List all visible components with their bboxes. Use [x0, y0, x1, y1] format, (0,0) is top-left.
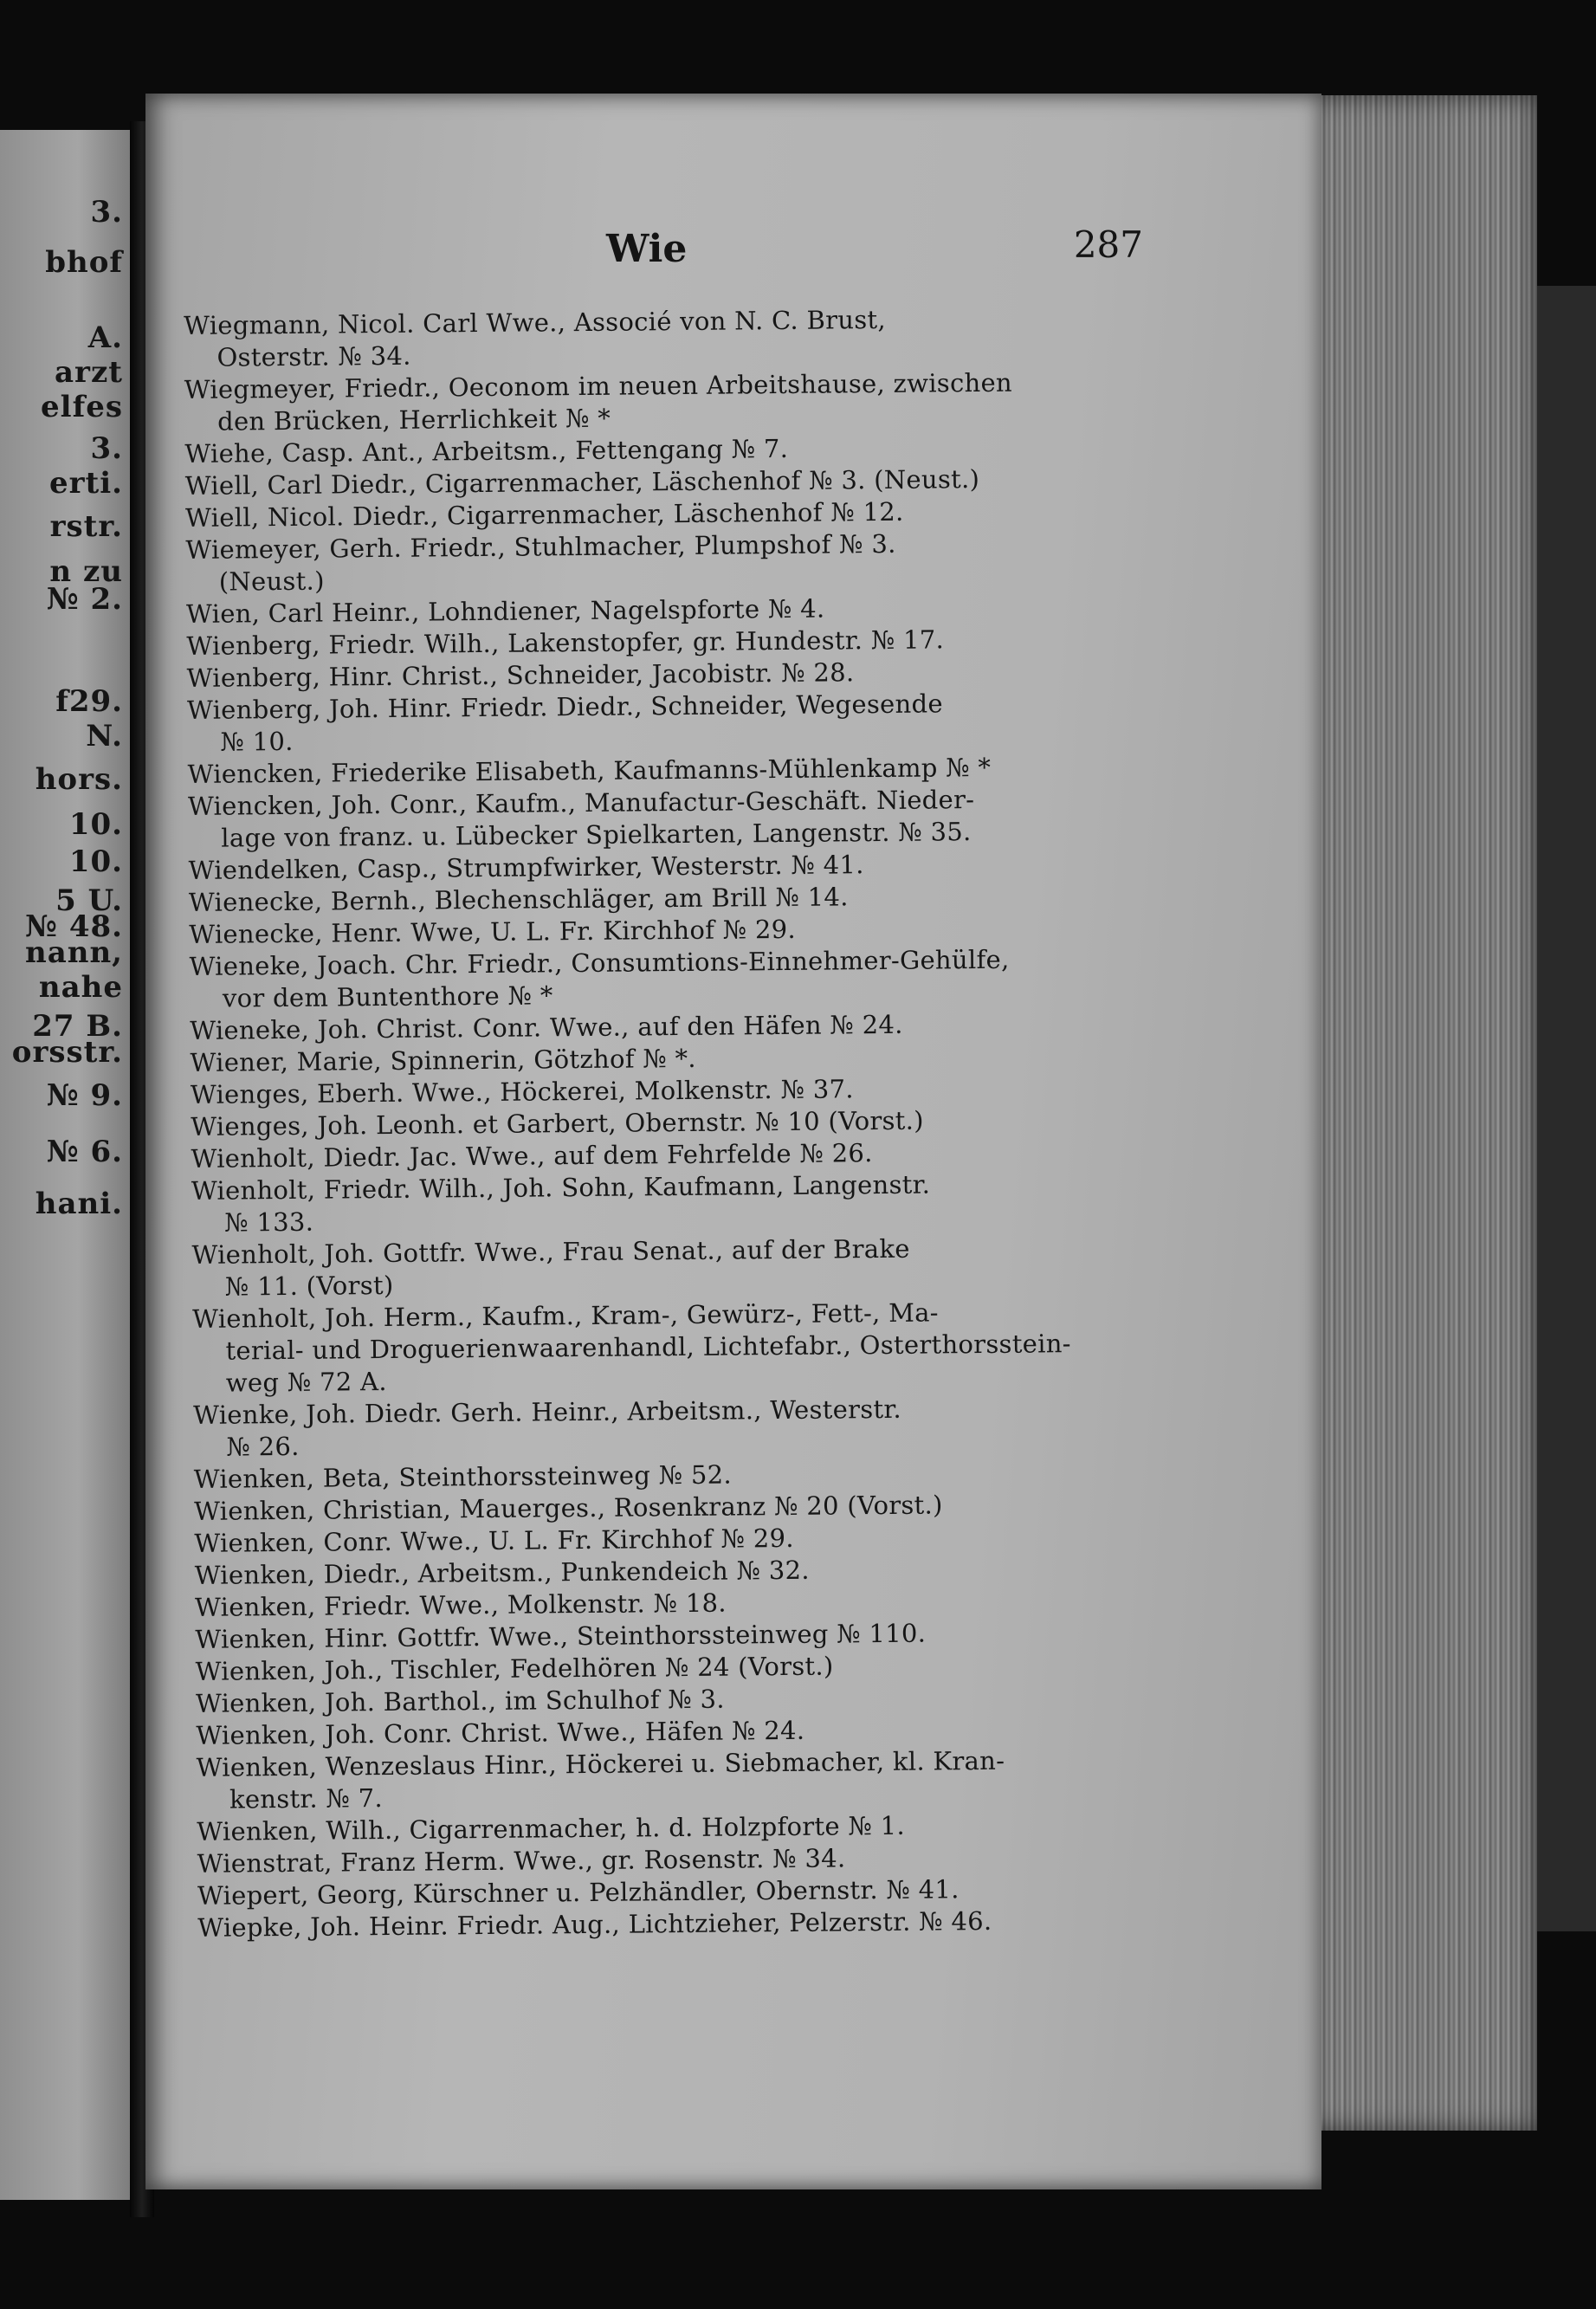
previous-page-fragment: № 9. — [46, 1078, 123, 1113]
directory-entry-continuation: lage von franz. u. Lübecker Spielkarten, Langenstr. № 35. — [221, 817, 972, 853]
previous-page-fragment: 3. — [90, 195, 123, 230]
directory-entry-continuation: № 26. — [226, 1431, 300, 1462]
previous-page-fragment: hors. — [35, 762, 123, 797]
directory-entry: Wienges, Joh. Leonh. et Garbert, Obernstr. № 10 (Vorst.) — [191, 1105, 924, 1142]
directory-entry: Wienken, Wilh., Cigarrenmacher, h. d. Holzpforte № 1. — [197, 1810, 906, 1847]
directory-entry: Wienken, Beta, Steinthorssteinweg № 52. — [193, 1459, 733, 1494]
directory-entry: Wiehe, Casp. Ant., Arbeitsm., Fettengang № 7. — [184, 433, 789, 469]
directory-entry: Wiell, Nicol. Diedr., Cigarrenmacher, Läschenhof № 12. — [184, 496, 904, 533]
directory-entry-continuation: № 11. (Vorst) — [224, 1270, 394, 1302]
directory-entry-continuation: terial- und Droguerienwaarenhandl, Lichtefabr., Osterthorsstein- — [225, 1329, 1071, 1366]
directory-entry: Wien, Carl Heinr., Lohndiener, Nagelspforte № 4. — [185, 593, 825, 629]
directory-entry-continuation: № 133. — [224, 1206, 314, 1238]
previous-page-fragment: 5 U. — [55, 883, 123, 918]
previous-page-fragment: erti. — [48, 466, 123, 501]
previous-page-fragment: nahe — [38, 970, 123, 1005]
directory-entry: Wienholt, Friedr. Wilh., Joh. Sohn, Kaufmann, Langenstr. — [191, 1169, 931, 1206]
directory-entry: Wienholt, Joh. Gottfr. Wwe., Frau Senat., auf der Brake — [191, 1233, 910, 1270]
previous-page-fragment: 10. — [68, 807, 123, 842]
directory-entry: Wienholt, Joh. Herm., Kaufm., Kram-, Gewürz-, Fett-, Ma- — [192, 1297, 939, 1334]
directory-entry: Wiell, Carl Diedr., Cigarrenmacher, Läschenhof № 3. (Neust.) — [184, 463, 980, 501]
page-edges — [1303, 95, 1537, 2131]
previous-page-fragment: arzt — [55, 355, 123, 390]
directory-entry: Wienken, Conr. Wwe., U. L. Fr. Kirchhof № 29. — [194, 1523, 794, 1558]
directory-entry: Wiendelken, Casp., Strumpfwirker, Westerstr. № 41. — [188, 850, 864, 885]
directory-entry-continuation: vor dem Buntenthore № * — [222, 980, 553, 1013]
book-cover-edge — [1537, 286, 1596, 1931]
page-header — [598, 223, 1152, 279]
previous-page-fragment: 3. — [90, 431, 123, 466]
previous-page-fragment: nann, — [24, 935, 123, 970]
directory-entry: Wienberg, Joh. Hinr. Friedr. Diedr., Schneider, Wegesende — [186, 689, 944, 725]
directory-entry-continuation: № 10. — [220, 726, 294, 757]
directory-entry: Wienken, Joh. Barthol., im Schulhof № 3. — [195, 1684, 725, 1718]
directory-entry: Wienken, Diedr., Arbeitsm., Punkendeich № 32. — [194, 1555, 810, 1590]
previous-page-fragment: 10. — [68, 844, 123, 879]
directory-entry: Wiepert, Georg, Kürschner u. Pelzhändler, Obernstr. № 41. — [197, 1874, 960, 1911]
directory-entry: Wienholt, Diedr. Jac. Wwe., auf dem Fehrfelde № 26. — [191, 1138, 873, 1174]
directory-entry: Wienken, Christian, Mauerges., Rosenkranz № 20 (Vorst.) — [193, 1490, 943, 1526]
directory-entry: Wienken, Hinr. Gottfr. Wwe., Steinthorssteinweg № 110. — [195, 1618, 927, 1654]
page-number: 287 — [1073, 223, 1143, 266]
directory-entry: Wiencken, Friederike Elisabeth, Kaufmanns-Mühlenkamp № * — [187, 752, 992, 789]
directory-entry: Wiemeyer, Gerh. Friedr., Stuhlmacher, Plumpshof № 3. — [185, 528, 896, 565]
directory-entry: Wienecke, Henr. Wwe, U. L. Fr. Kirchhof № 29. — [189, 914, 797, 949]
previous-page-fragment: № 6. — [46, 1135, 123, 1169]
previous-page-fragment: A. — [87, 320, 123, 355]
directory-entry-continuation: weg № 72 A. — [225, 1366, 387, 1398]
directory-entry: Wienberg, Friedr. Wilh., Lakenstopfer, gr. Hundestr. № 17. — [186, 624, 945, 661]
previous-page-fragment: f29. — [55, 684, 123, 719]
directory-entry: Wienken, Joh. Conr. Christ. Wwe., Häfen № 24. — [196, 1715, 805, 1750]
directory-entry: Wiencken, Joh. Conr., Kaufm., Manufactur-Geschäft. Nieder- — [187, 785, 975, 821]
previous-page-fragment: n zu — [49, 554, 123, 589]
previous-page-fragment: № 48. — [25, 909, 123, 944]
directory-entry-continuation: den Brücken, Herrlichkeit № * — [216, 403, 611, 437]
previous-page-fragment: N. — [86, 719, 123, 753]
directory-entry: Wiegmann, Nicol. Carl Wwe., Associé von N. C. Brust, — [184, 304, 887, 340]
directory-entry-continuation: kenstr. № 7. — [229, 1783, 384, 1814]
directory-entry: Wienstrat, Franz Herm. Wwe., gr. Rosenstr. № 34. — [197, 1843, 846, 1879]
previous-page-fragment: hani. — [35, 1187, 123, 1221]
directory-entry: Wieneke, Joh. Christ. Conr. Wwe., auf den Häfen № 24. — [190, 1009, 903, 1045]
previous-page-fragment: № 2. — [46, 582, 123, 617]
directory-entry: Wienke, Joh. Diedr. Gerh. Heinr., Arbeitsm., Westerstr. — [192, 1394, 902, 1430]
directory-entry: Wienken, Wenzeslaus Hinr., Höckerei u. Siebmacher, kl. Kran- — [196, 1745, 1005, 1782]
previous-page-fragment: bhof — [45, 245, 123, 280]
directory-entry: Wiener, Marie, Spinnerin, Götzhof № *. — [190, 1043, 697, 1077]
directory-entry: Wienken, Friedr. Wwe., Molkenstr. № 18. — [194, 1588, 727, 1622]
directory-entry: Wienken, Joh., Tischler, Fedelhören № 24 (Vorst.) — [195, 1651, 834, 1686]
directory-entry: Wiepke, Joh. Heinr. Friedr. Aug., Lichtzieher, Pelzerstr. № 46. — [197, 1905, 992, 1943]
previous-page-fragment: elfes — [41, 390, 123, 424]
directory-entry: Wienecke, Bernh., Blechenschläger, am Brill № 14. — [188, 882, 849, 917]
directory-entry: Wiegmeyer, Friedr., Oeconom im neuen Arbeitshause, zwischen — [184, 367, 1013, 404]
previous-page-fragment: 27 B. — [32, 1009, 123, 1044]
running-head: Wie — [606, 227, 688, 271]
directory-entry-continuation: Osterstr. № 34. — [216, 340, 411, 372]
directory-entry: Wieneke, Joach. Chr. Friedr., Consumtions-Einnehmer-Gehülfe, — [189, 944, 1010, 981]
directory-entries — [184, 301, 1185, 1944]
directory-entry-continuation: (Neust.) — [218, 566, 325, 597]
previous-page — [0, 130, 130, 2200]
directory-entry: Wienges, Eberh. Wwe., Höckerei, Molkenstr. № 37. — [190, 1074, 854, 1109]
directory-entry: Wienberg, Hinr. Christ., Schneider, Jacobistr. № 28. — [186, 657, 855, 693]
previous-page-fragment: rstr. — [49, 509, 123, 544]
previous-page-fragment: orsstr. — [11, 1035, 123, 1070]
